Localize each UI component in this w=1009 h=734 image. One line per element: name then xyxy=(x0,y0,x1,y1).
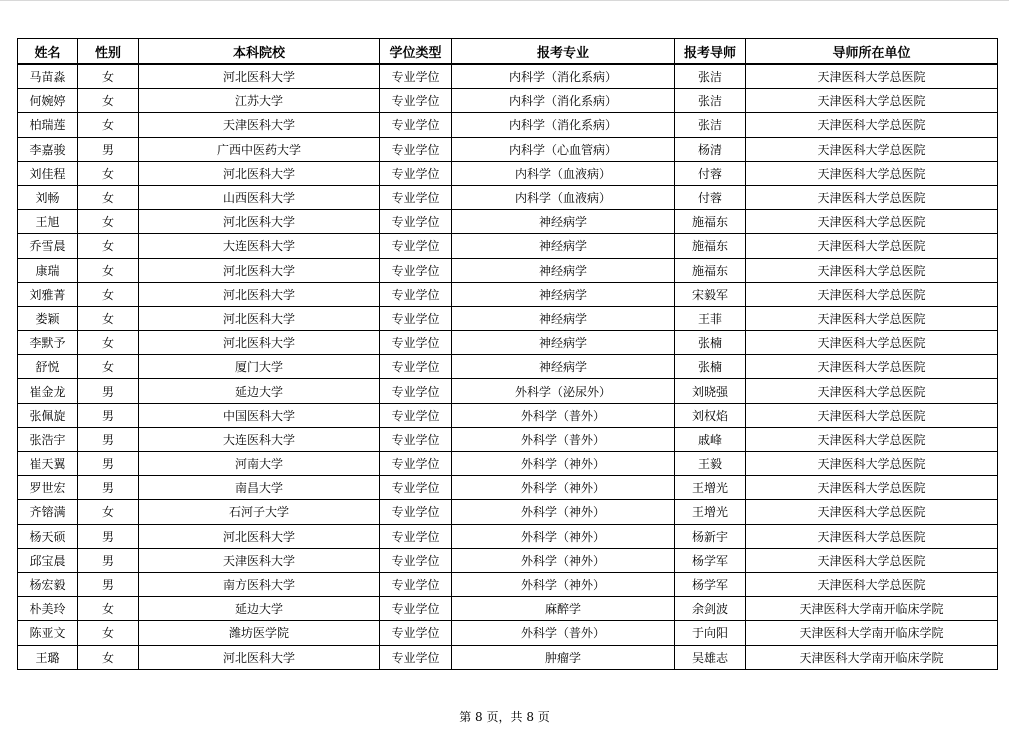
cell-degree-type: 专业学位 xyxy=(380,379,452,403)
table-row xyxy=(18,210,998,234)
table-row xyxy=(18,597,998,621)
cell-undergrad-school: 大连医科大学 xyxy=(139,234,380,258)
page-number-footer: 第 8 页，共 8 页 xyxy=(459,710,550,724)
cell-supervisor-unit: 天津医科大学总医院 xyxy=(746,355,998,379)
cell-supervisor-unit: 天津医科大学总医院 xyxy=(746,452,998,476)
cell-applied-supervisor: 王增光 xyxy=(675,476,746,500)
cell-applied-supervisor: 施福东 xyxy=(675,210,746,234)
cell-applied-supervisor: 张洁 xyxy=(675,113,746,137)
cell-gender: 女 xyxy=(78,113,139,137)
cell-degree-type: 专业学位 xyxy=(380,234,452,258)
cell-gender: 男 xyxy=(78,572,139,596)
cell-applied-major: 神经病学 xyxy=(452,306,675,330)
cell-applied-supervisor: 付蓉 xyxy=(675,185,746,209)
cell-name: 张浩宇 xyxy=(18,427,78,451)
cell-degree-type: 专业学位 xyxy=(380,403,452,427)
cell-name: 舒悦 xyxy=(18,355,78,379)
cell-applied-supervisor: 戚峰 xyxy=(675,427,746,451)
table-row xyxy=(18,113,998,137)
cell-applied-supervisor: 张楠 xyxy=(675,355,746,379)
cell-name: 马苗淼 xyxy=(18,64,78,89)
cell-supervisor-unit: 天津医科大学总医院 xyxy=(746,306,998,330)
cell-supervisor-unit: 天津医科大学总医院 xyxy=(746,210,998,234)
cell-applied-major: 神经病学 xyxy=(452,355,675,379)
cell-supervisor-unit: 天津医科大学南开临床学院 xyxy=(746,597,998,621)
cell-supervisor-unit: 天津医科大学总医院 xyxy=(746,137,998,161)
cell-name: 娄颖 xyxy=(18,306,78,330)
cell-undergrad-school: 延边大学 xyxy=(139,379,380,403)
cell-degree-type: 专业学位 xyxy=(380,306,452,330)
cell-applied-major: 内科学（消化系病） xyxy=(452,113,675,137)
cell-applied-major: 内科学（血液病） xyxy=(452,185,675,209)
table-row xyxy=(18,500,998,524)
header-applied-supervisor: 报考导师 xyxy=(675,39,746,65)
cell-degree-type: 专业学位 xyxy=(380,64,452,89)
cell-degree-type: 专业学位 xyxy=(380,258,452,282)
cell-supervisor-unit: 天津医科大学总医院 xyxy=(746,89,998,113)
cell-gender: 女 xyxy=(78,500,139,524)
cell-gender: 女 xyxy=(78,355,139,379)
admission-table xyxy=(17,38,998,670)
cell-degree-type: 专业学位 xyxy=(380,161,452,185)
cell-name: 朴美玲 xyxy=(18,597,78,621)
cell-name: 康瑞 xyxy=(18,258,78,282)
cell-supervisor-unit: 天津医科大学总医院 xyxy=(746,282,998,306)
cell-applied-major: 外科学（神外） xyxy=(452,572,675,596)
cell-applied-supervisor: 施福东 xyxy=(675,258,746,282)
table-row xyxy=(18,621,998,645)
cell-gender: 女 xyxy=(78,282,139,306)
cell-name: 乔雪晨 xyxy=(18,234,78,258)
cell-applied-major: 外科学（神外） xyxy=(452,452,675,476)
cell-undergrad-school: 河北医科大学 xyxy=(139,645,380,669)
cell-applied-supervisor: 王毅 xyxy=(675,452,746,476)
cell-applied-major: 外科学（泌尿外） xyxy=(452,379,675,403)
cell-undergrad-school: 河北医科大学 xyxy=(139,161,380,185)
cell-undergrad-school: 天津医科大学 xyxy=(139,113,380,137)
cell-name: 李默予 xyxy=(18,331,78,355)
cell-name: 陈亚文 xyxy=(18,621,78,645)
cell-undergrad-school: 大连医科大学 xyxy=(139,427,380,451)
header-undergrad-school: 本科院校 xyxy=(139,39,380,65)
cell-applied-major: 神经病学 xyxy=(452,282,675,306)
cell-applied-supervisor: 刘晓强 xyxy=(675,379,746,403)
header-degree-type: 学位类型 xyxy=(380,39,452,65)
cell-degree-type: 专业学位 xyxy=(380,452,452,476)
cell-gender: 女 xyxy=(78,621,139,645)
cell-undergrad-school: 石河子大学 xyxy=(139,500,380,524)
cell-applied-supervisor: 王增光 xyxy=(675,500,746,524)
cell-degree-type: 专业学位 xyxy=(380,548,452,572)
cell-gender: 男 xyxy=(78,427,139,451)
cell-applied-supervisor: 张楠 xyxy=(675,331,746,355)
cell-name: 刘雅菁 xyxy=(18,282,78,306)
cell-name: 齐镕满 xyxy=(18,500,78,524)
cell-name: 崔金龙 xyxy=(18,379,78,403)
cell-applied-supervisor: 吴雄志 xyxy=(675,645,746,669)
cell-name: 王璐 xyxy=(18,645,78,669)
cell-supervisor-unit: 天津医科大学总医院 xyxy=(746,500,998,524)
cell-gender: 女 xyxy=(78,64,139,89)
table-row xyxy=(18,234,998,258)
table-row xyxy=(18,306,998,330)
cell-degree-type: 专业学位 xyxy=(380,282,452,306)
cell-undergrad-school: 中国医科大学 xyxy=(139,403,380,427)
table-row xyxy=(18,452,998,476)
table-row xyxy=(18,185,998,209)
cell-degree-type: 专业学位 xyxy=(380,427,452,451)
cell-name: 刘畅 xyxy=(18,185,78,209)
cell-name: 崔天翼 xyxy=(18,452,78,476)
cell-supervisor-unit: 天津医科大学总医院 xyxy=(746,548,998,572)
cell-name: 李嘉骏 xyxy=(18,137,78,161)
cell-name: 罗世宏 xyxy=(18,476,78,500)
cell-gender: 女 xyxy=(78,597,139,621)
cell-degree-type: 专业学位 xyxy=(380,185,452,209)
cell-gender: 男 xyxy=(78,452,139,476)
cell-applied-major: 外科学（神外） xyxy=(452,524,675,548)
cell-undergrad-school: 河北医科大学 xyxy=(139,258,380,282)
cell-supervisor-unit: 天津医科大学总医院 xyxy=(746,64,998,89)
cell-applied-supervisor: 刘权焰 xyxy=(675,403,746,427)
cell-degree-type: 专业学位 xyxy=(380,572,452,596)
cell-gender: 男 xyxy=(78,476,139,500)
cell-gender: 男 xyxy=(78,379,139,403)
cell-undergrad-school: 广西中医药大学 xyxy=(139,137,380,161)
table-row xyxy=(18,572,998,596)
cell-name: 何婉婷 xyxy=(18,89,78,113)
page-top-border xyxy=(0,0,1009,1)
cell-undergrad-school: 河南大学 xyxy=(139,452,380,476)
cell-applied-major: 内科学（消化系病） xyxy=(452,89,675,113)
cell-undergrad-school: 延边大学 xyxy=(139,597,380,621)
cell-gender: 女 xyxy=(78,234,139,258)
table-row xyxy=(18,137,998,161)
cell-gender: 男 xyxy=(78,137,139,161)
cell-gender: 男 xyxy=(78,403,139,427)
table-header-row xyxy=(18,39,998,65)
header-name: 姓名 xyxy=(18,39,78,65)
cell-gender: 女 xyxy=(78,331,139,355)
table-row xyxy=(18,427,998,451)
table-row xyxy=(18,258,998,282)
cell-name: 杨宏毅 xyxy=(18,572,78,596)
cell-degree-type: 专业学位 xyxy=(380,113,452,137)
cell-degree-type: 专业学位 xyxy=(380,137,452,161)
table-row xyxy=(18,89,998,113)
cell-applied-supervisor: 王菲 xyxy=(675,306,746,330)
cell-applied-supervisor: 付蓉 xyxy=(675,161,746,185)
cell-applied-major: 外科学（普外） xyxy=(452,403,675,427)
cell-undergrad-school: 河北医科大学 xyxy=(139,282,380,306)
cell-name: 王旭 xyxy=(18,210,78,234)
cell-gender: 女 xyxy=(78,258,139,282)
cell-applied-supervisor: 于向阳 xyxy=(675,621,746,645)
cell-applied-major: 肿瘤学 xyxy=(452,645,675,669)
cell-undergrad-school: 天津医科大学 xyxy=(139,548,380,572)
cell-supervisor-unit: 天津医科大学总医院 xyxy=(746,572,998,596)
table-row xyxy=(18,379,998,403)
cell-applied-major: 外科学（普外） xyxy=(452,621,675,645)
cell-name: 张佩旋 xyxy=(18,403,78,427)
cell-supervisor-unit: 天津医科大学总医院 xyxy=(746,427,998,451)
cell-applied-supervisor: 杨学军 xyxy=(675,572,746,596)
cell-supervisor-unit: 天津医科大学总医院 xyxy=(746,476,998,500)
cell-degree-type: 专业学位 xyxy=(380,476,452,500)
cell-supervisor-unit: 天津医科大学总医院 xyxy=(746,379,998,403)
cell-undergrad-school: 潍坊医学院 xyxy=(139,621,380,645)
cell-undergrad-school: 南昌大学 xyxy=(139,476,380,500)
cell-applied-supervisor: 杨学军 xyxy=(675,548,746,572)
table-row xyxy=(18,645,998,669)
cell-applied-major: 内科学（消化系病） xyxy=(452,64,675,89)
header-supervisor-unit: 导师所在单位 xyxy=(746,39,998,65)
cell-applied-supervisor: 施福东 xyxy=(675,234,746,258)
cell-applied-supervisor: 余剑波 xyxy=(675,597,746,621)
cell-applied-major: 麻醉学 xyxy=(452,597,675,621)
cell-undergrad-school: 河北医科大学 xyxy=(139,331,380,355)
header-gender: 性别 xyxy=(78,39,139,65)
cell-degree-type: 专业学位 xyxy=(380,621,452,645)
cell-degree-type: 专业学位 xyxy=(380,355,452,379)
cell-gender: 男 xyxy=(78,524,139,548)
cell-gender: 女 xyxy=(78,185,139,209)
cell-supervisor-unit: 天津医科大学总医院 xyxy=(746,331,998,355)
cell-applied-supervisor: 杨新宇 xyxy=(675,524,746,548)
cell-supervisor-unit: 天津医科大学南开临床学院 xyxy=(746,621,998,645)
cell-gender: 女 xyxy=(78,89,139,113)
table-row xyxy=(18,524,998,548)
cell-applied-major: 神经病学 xyxy=(452,258,675,282)
cell-degree-type: 专业学位 xyxy=(380,210,452,234)
cell-degree-type: 专业学位 xyxy=(380,331,452,355)
cell-degree-type: 专业学位 xyxy=(380,89,452,113)
cell-applied-supervisor: 张洁 xyxy=(675,89,746,113)
cell-name: 刘佳程 xyxy=(18,161,78,185)
table-row xyxy=(18,403,998,427)
table-row xyxy=(18,476,998,500)
cell-applied-major: 外科学（神外） xyxy=(452,548,675,572)
cell-degree-type: 专业学位 xyxy=(380,645,452,669)
table-row xyxy=(18,64,998,89)
cell-undergrad-school: 河北医科大学 xyxy=(139,306,380,330)
cell-applied-major: 内科学（血液病） xyxy=(452,161,675,185)
cell-supervisor-unit: 天津医科大学总医院 xyxy=(746,524,998,548)
cell-degree-type: 专业学位 xyxy=(380,597,452,621)
cell-gender: 女 xyxy=(78,306,139,330)
cell-supervisor-unit: 天津医科大学南开临床学院 xyxy=(746,645,998,669)
cell-applied-supervisor: 张洁 xyxy=(675,64,746,89)
cell-applied-major: 外科学（神外） xyxy=(452,476,675,500)
cell-gender: 男 xyxy=(78,548,139,572)
cell-degree-type: 专业学位 xyxy=(380,500,452,524)
cell-name: 杨天硕 xyxy=(18,524,78,548)
cell-undergrad-school: 厦门大学 xyxy=(139,355,380,379)
cell-degree-type: 专业学位 xyxy=(380,524,452,548)
table-row xyxy=(18,548,998,572)
cell-undergrad-school: 河北医科大学 xyxy=(139,210,380,234)
cell-undergrad-school: 山西医科大学 xyxy=(139,185,380,209)
cell-undergrad-school: 河北医科大学 xyxy=(139,64,380,89)
cell-supervisor-unit: 天津医科大学总医院 xyxy=(746,234,998,258)
cell-gender: 女 xyxy=(78,161,139,185)
cell-applied-supervisor: 宋毅军 xyxy=(675,282,746,306)
table-row xyxy=(18,331,998,355)
cell-supervisor-unit: 天津医科大学总医院 xyxy=(746,185,998,209)
cell-name: 邱宝晨 xyxy=(18,548,78,572)
cell-applied-major: 外科学（神外） xyxy=(452,500,675,524)
cell-supervisor-unit: 天津医科大学总医院 xyxy=(746,113,998,137)
cell-supervisor-unit: 天津医科大学总医院 xyxy=(746,258,998,282)
cell-gender: 女 xyxy=(78,645,139,669)
cell-name: 柏瑞莲 xyxy=(18,113,78,137)
cell-applied-major: 神经病学 xyxy=(452,331,675,355)
cell-applied-supervisor: 杨清 xyxy=(675,137,746,161)
table-body xyxy=(18,64,998,669)
table-row xyxy=(18,282,998,306)
cell-applied-major: 外科学（普外） xyxy=(452,427,675,451)
cell-applied-major: 神经病学 xyxy=(452,234,675,258)
cell-undergrad-school: 河北医科大学 xyxy=(139,524,380,548)
cell-undergrad-school: 江苏大学 xyxy=(139,89,380,113)
cell-applied-major: 神经病学 xyxy=(452,210,675,234)
cell-applied-major: 内科学（心血管病） xyxy=(452,137,675,161)
header-applied-major: 报考专业 xyxy=(452,39,675,65)
cell-gender: 女 xyxy=(78,210,139,234)
cell-supervisor-unit: 天津医科大学总医院 xyxy=(746,161,998,185)
cell-supervisor-unit: 天津医科大学总医院 xyxy=(746,403,998,427)
cell-undergrad-school: 南方医科大学 xyxy=(139,572,380,596)
table-row xyxy=(18,355,998,379)
table-row xyxy=(18,161,998,185)
